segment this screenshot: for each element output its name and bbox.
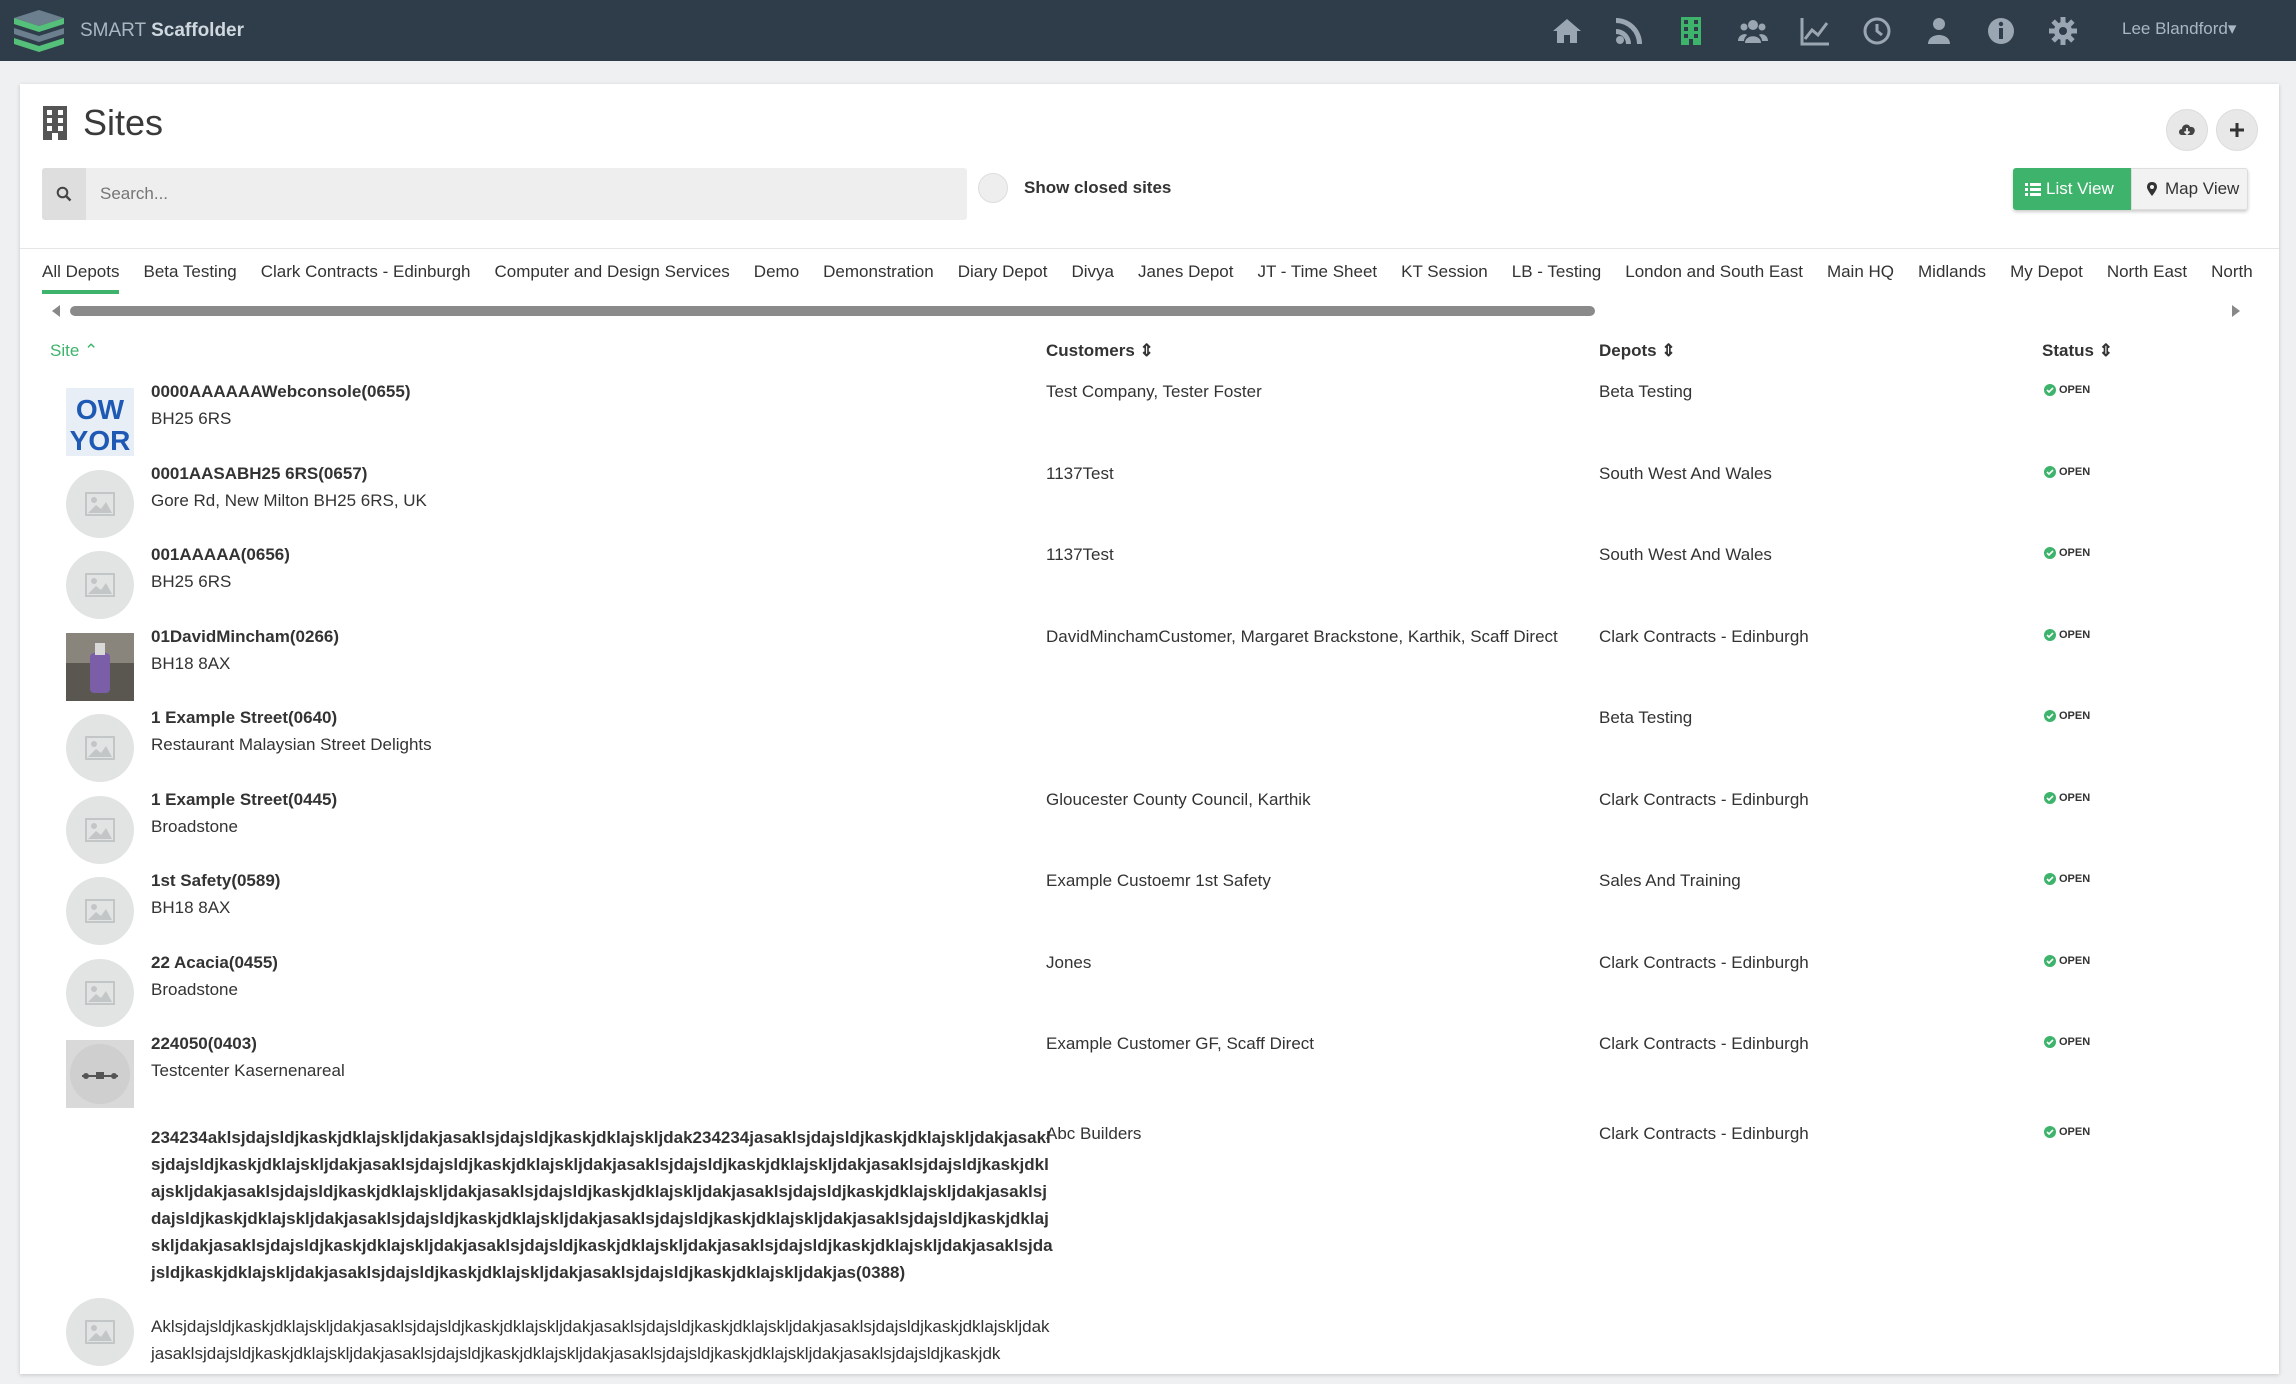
sort-icon: ⇕ bbox=[1661, 341, 1676, 360]
site-customers: 1137Test bbox=[1046, 545, 1114, 564]
divider bbox=[20, 248, 2279, 249]
site-name: 001AAAAA(0656) bbox=[151, 545, 290, 564]
check-circle-icon bbox=[2044, 1126, 2056, 1138]
status-text: OPEN bbox=[2059, 955, 2091, 967]
status-text: OPEN bbox=[2059, 547, 2091, 559]
nav-feed[interactable] bbox=[1598, 0, 1660, 61]
map-view-label: Map View bbox=[2165, 179, 2240, 198]
sort-by-depots[interactable] bbox=[1599, 341, 1676, 361]
check-circle-icon bbox=[2044, 792, 2056, 804]
table-row[interactable] bbox=[20, 464, 2279, 544]
site-photo bbox=[66, 388, 134, 456]
table-row[interactable] bbox=[20, 382, 2279, 462]
check-circle-icon bbox=[2044, 873, 2056, 885]
site-name: 1 Example Street(0445) bbox=[151, 790, 338, 809]
site-name: 1st Safety(0589) bbox=[151, 871, 281, 890]
user-menu[interactable] bbox=[2122, 0, 2236, 58]
top-navbar bbox=[0, 0, 2296, 61]
building-icon bbox=[41, 105, 69, 141]
depot-tab[interactable]: Computer and Design Services bbox=[494, 262, 730, 281]
nav-settings[interactable] bbox=[2032, 0, 2094, 61]
table-row[interactable] bbox=[20, 1034, 2279, 1114]
scaffolder-logo-icon bbox=[8, 8, 70, 54]
nav-home[interactable] bbox=[1536, 0, 1598, 61]
page-title-text: Sites bbox=[83, 102, 164, 143]
depot-tab[interactable]: Demonstration bbox=[823, 262, 934, 281]
table-row[interactable] bbox=[20, 627, 2279, 707]
depot-tab[interactable]: LB - Testing bbox=[1511, 262, 1602, 281]
search-addon bbox=[42, 168, 86, 220]
site-placeholder-image-icon bbox=[66, 796, 134, 864]
site-address: BH18 8AX bbox=[151, 654, 231, 673]
map-view-button[interactable] bbox=[2131, 168, 2248, 210]
depot-tab[interactable]: Beta Testing bbox=[143, 262, 237, 281]
nav-timesheets[interactable] bbox=[1846, 0, 1908, 61]
site-address: BH25 6RS bbox=[151, 409, 232, 428]
status-text: OPEN bbox=[2059, 1036, 2091, 1048]
site-address: Broadstone bbox=[151, 980, 238, 999]
site-name: 0001AASABH25 6RS(0657) bbox=[151, 464, 368, 483]
depot-tab[interactable]: North bbox=[2211, 262, 2253, 281]
site-customers: DavidMinchamCustomer, Margaret Brackstone, Karthik, Scaff Direct bbox=[1046, 627, 1558, 646]
site-depot: Clark Contracts - Edinburgh bbox=[1599, 790, 1809, 809]
site-placeholder-image-icon bbox=[66, 1298, 134, 1366]
scrollbar-thumb[interactable] bbox=[70, 306, 1595, 316]
check-circle-icon bbox=[2044, 1036, 2056, 1048]
depot-tab[interactable]: Diary Depot bbox=[957, 262, 1048, 281]
site-photo bbox=[66, 633, 134, 701]
add-site-button[interactable] bbox=[2216, 109, 2258, 151]
list-view-label: List View bbox=[2046, 179, 2114, 198]
status-badge bbox=[2044, 873, 2090, 885]
site-customers: 1137Test bbox=[1046, 464, 1114, 483]
depot-tab[interactable]: Janes Depot bbox=[1138, 262, 1234, 281]
table-row[interactable] bbox=[20, 953, 2279, 1033]
site-name: 1 Example Street(0640) bbox=[151, 708, 338, 727]
status-text: OPEN bbox=[2059, 384, 2091, 396]
depot-tab[interactable]: KT Session bbox=[1401, 262, 1488, 281]
site-address: Aklsjdajsldjkaskjdklajskljdakjasaklsjdajsldjkaskjdklajskljdakjasaklsjdajsldjkaskjdklajskljdakjasaklsjdajsldjkaskjdklajskljdakjasaklsjdajsldjkaskjdklajskljdakjasaklsjdajsldjkaskjdklajskljdakjasaklsjdajsldjkaskjdklajskljdakjasaklsjdajsldjkaskjdk bbox=[151, 1317, 1050, 1363]
depots-header-label: Depots bbox=[1599, 341, 1657, 360]
status-text: OPEN bbox=[2059, 710, 2091, 722]
sort-icon: ⇕ bbox=[1139, 341, 1154, 360]
clock-icon bbox=[1861, 15, 1893, 47]
site-address: Restaurant Malaysian Street Delights bbox=[151, 735, 432, 754]
status-badge bbox=[2044, 710, 2090, 722]
depot-tab[interactable]: North East bbox=[2106, 262, 2188, 281]
site-name: 22 Acacia(0455) bbox=[151, 953, 278, 972]
sort-by-site[interactable] bbox=[50, 341, 98, 361]
map-marker-icon bbox=[2144, 181, 2160, 197]
sites-panel bbox=[20, 84, 2279, 1374]
site-placeholder-image-icon bbox=[66, 551, 134, 619]
show-closed-label: Show closed sites bbox=[1024, 178, 1172, 197]
brand[interactable] bbox=[8, 6, 244, 56]
status-badge bbox=[2044, 1126, 2090, 1138]
site-address: Broadstone bbox=[151, 817, 238, 836]
site-placeholder-image-icon bbox=[66, 470, 134, 538]
status-text: OPEN bbox=[2059, 629, 2091, 641]
site-depot: Beta Testing bbox=[1599, 708, 1693, 727]
status-header-label: Status bbox=[2042, 341, 2094, 360]
status-text: OPEN bbox=[2059, 466, 2091, 478]
chevron-down-icon: ▾ bbox=[2227, 19, 2237, 38]
check-circle-icon bbox=[2044, 547, 2056, 559]
view-toggle-group bbox=[2013, 168, 2248, 210]
status-badge bbox=[2044, 955, 2090, 967]
site-depot: Clark Contracts - Edinburgh bbox=[1599, 1124, 1809, 1143]
depot-tab[interactable]: Midlands bbox=[1918, 262, 1987, 281]
site-name: 0000AAAAAAWebconsole(0655) bbox=[151, 382, 411, 401]
building-icon bbox=[1675, 15, 1707, 47]
depot-tabs bbox=[42, 262, 2253, 302]
status-badge bbox=[2044, 466, 2090, 478]
sort-by-status[interactable] bbox=[2042, 341, 2113, 361]
depot-tab[interactable]: London and South East bbox=[1625, 262, 1803, 281]
tabs-scrollbar[interactable] bbox=[50, 304, 2240, 318]
cloud-download-button[interactable] bbox=[2166, 109, 2208, 151]
site-customers: Gloucester County Council, Karthik bbox=[1046, 790, 1311, 809]
site-depot: Clark Contracts - Edinburgh bbox=[1599, 627, 1809, 646]
home-icon bbox=[1551, 15, 1583, 47]
site-placeholder-image-icon bbox=[66, 877, 134, 945]
rss-feed-icon bbox=[1613, 15, 1645, 47]
check-circle-icon bbox=[2044, 629, 2056, 641]
site-customers: Jones bbox=[1046, 953, 1092, 972]
cloud-download-icon bbox=[2177, 120, 2197, 140]
site-address: Gore Rd, New Milton BH25 6RS, UK bbox=[151, 491, 427, 510]
status-badge bbox=[2044, 547, 2090, 559]
plus-icon bbox=[2227, 120, 2247, 140]
nav-sites[interactable] bbox=[1660, 0, 1722, 61]
nav-profile[interactable] bbox=[1908, 0, 1970, 61]
brand-light: SMART bbox=[80, 20, 146, 41]
search-box bbox=[42, 168, 967, 220]
scroll-right-arrow-icon[interactable] bbox=[2232, 305, 2240, 317]
nav-users[interactable] bbox=[1722, 0, 1784, 61]
nav-info[interactable] bbox=[1970, 0, 2032, 61]
site-customers: Example Custoemr 1st Safety bbox=[1046, 871, 1271, 890]
check-circle-icon bbox=[2044, 710, 2056, 722]
page-title bbox=[41, 102, 163, 144]
search-input[interactable] bbox=[86, 168, 961, 220]
brand-bold: Scaffolder bbox=[151, 20, 245, 41]
scroll-left-arrow-icon[interactable] bbox=[52, 305, 60, 317]
list-view-button[interactable] bbox=[2013, 168, 2131, 210]
site-name: 224050(0403) bbox=[151, 1034, 257, 1053]
status-text: OPEN bbox=[2059, 1126, 2091, 1138]
depot-tab[interactable]: Main HQ bbox=[1826, 262, 1895, 281]
table-row[interactable] bbox=[20, 708, 2279, 788]
toggle-switch[interactable] bbox=[978, 173, 1008, 203]
line-chart-icon bbox=[1799, 15, 1831, 47]
site-depot: Clark Contracts - Edinburgh bbox=[1599, 1034, 1809, 1053]
check-circle-icon bbox=[2044, 384, 2056, 396]
customers-header-label: Customers bbox=[1046, 341, 1135, 360]
depot-tab[interactable]: Demo bbox=[753, 262, 800, 281]
gear-icon bbox=[2047, 15, 2079, 47]
site-depot: Sales And Training bbox=[1599, 871, 1741, 890]
status-badge bbox=[2044, 384, 2090, 396]
depot-tab[interactable]: Clark Contracts - Edinburgh bbox=[260, 262, 471, 281]
brand-name bbox=[80, 20, 244, 42]
site-address: BH18 8AX bbox=[151, 898, 231, 917]
user-name: Lee Blandford bbox=[2122, 19, 2228, 38]
depot-tab[interactable]: My Depot bbox=[2010, 262, 2083, 281]
sort-asc-icon: ⌃ bbox=[84, 341, 99, 360]
table-row[interactable] bbox=[20, 871, 2279, 951]
svg-text:OW: OW bbox=[75, 394, 125, 425]
info-icon bbox=[1985, 15, 2017, 47]
site-placeholder-image-icon bbox=[66, 959, 134, 1027]
site-customers: Example Customer GF, Scaff Direct bbox=[1046, 1034, 1314, 1053]
site-photo bbox=[66, 1040, 134, 1108]
status-badge bbox=[2044, 629, 2090, 641]
nav-reports[interactable] bbox=[1784, 0, 1846, 61]
nav-icon-bar bbox=[1536, 0, 2094, 61]
depot-tab[interactable]: JT - Time Sheet bbox=[1257, 262, 1378, 281]
site-name: 234234aklsjdajsldjkaskjdklajskljdakjasaklsjdajsldjkaskjdklajskljdak234234jasaklsjdajsldjkaskjdklajskljdakjasaklsjdajsldjkaskjdklajskljdakjasaklsjdajsldjkaskjdklajskljdakjasaklsjdajsldjkaskjdklajskljdakjasaklsjdajsldjkaskjdklajskljdakjasaklsjdajsldjkaskjdklajskljdakjasaklsjdajsldjkaskjdklajskljdakjasaklsjdajsldjkaskjdklajskljdakjasaklsjdajsldjkaskjdklajskljdakjasaklsjdajsldjkaskjdklajskljdakjasaklsjdajsldjkaskjdklajskljdakjasaklsjdajsldjkaskjdklajskljdakjasaklsjdajsldjkaskjdklajskljdakjasaklsjdajsldjkaskjdklajskljdakjasaklsjdajsldjkaskjdklajskljdakjasaklsjdajsldjkaskjdklajskljdakjasaklsjdajsldjkaskjdklajskljdakjasaklsjdajsldjkaskjdklajskljdakjas(0388) bbox=[151, 1128, 1053, 1282]
sort-by-customers[interactable] bbox=[1046, 341, 1154, 361]
show-closed-toggle[interactable] bbox=[978, 168, 1171, 208]
search-icon bbox=[56, 186, 72, 202]
user-icon bbox=[1923, 15, 1955, 47]
users-icon bbox=[1737, 15, 1769, 47]
status-badge bbox=[2044, 1036, 2090, 1048]
check-circle-icon bbox=[2044, 955, 2056, 967]
table-row[interactable] bbox=[20, 1124, 2279, 1384]
site-customers: Test Company, Tester Foster bbox=[1046, 382, 1262, 401]
site-depot: Beta Testing bbox=[1599, 382, 1693, 401]
depot-tab[interactable]: Divya bbox=[1071, 262, 1114, 281]
status-badge bbox=[2044, 792, 2090, 804]
site-depot: Clark Contracts - Edinburgh bbox=[1599, 953, 1809, 972]
sort-icon: ⇕ bbox=[2098, 341, 2113, 360]
site-depot: South West And Wales bbox=[1599, 464, 1772, 483]
list-icon bbox=[2025, 181, 2041, 197]
check-circle-icon bbox=[2044, 466, 2056, 478]
status-text: OPEN bbox=[2059, 873, 2091, 885]
site-address: Testcenter Kasernenareal bbox=[151, 1061, 345, 1080]
site-name: 01DavidMincham(0266) bbox=[151, 627, 340, 646]
site-customers: Abc Builders bbox=[1046, 1124, 1142, 1143]
table-row[interactable] bbox=[20, 545, 2279, 625]
table-row[interactable] bbox=[20, 790, 2279, 870]
site-depot: South West And Wales bbox=[1599, 545, 1772, 564]
svg-text:YOR: YOR bbox=[69, 425, 131, 456]
site-header-label: Site bbox=[50, 341, 80, 360]
depot-tab[interactable]: All Depots bbox=[42, 262, 119, 294]
site-address: BH25 6RS bbox=[151, 572, 232, 591]
site-placeholder-image-icon bbox=[66, 714, 134, 782]
status-text: OPEN bbox=[2059, 792, 2091, 804]
